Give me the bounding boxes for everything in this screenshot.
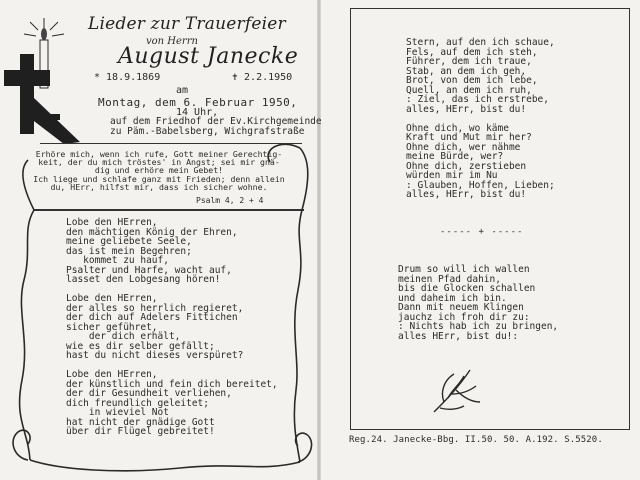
quote-line: Ich liege und schlafe ganz mit Frieden; denn allein bbox=[33, 173, 285, 184]
hymn-line: bis die Glocken schallen bbox=[398, 283, 536, 294]
hymn-line: der künstlich und fein dich bereitet, bbox=[66, 378, 278, 390]
hymn-line: Lobe den HErren, bbox=[66, 217, 158, 228]
hymn-line: meine Bürde, wer? bbox=[406, 151, 504, 162]
palm-branch-icon bbox=[430, 362, 486, 418]
hymn-line: der dir Gesundheit verliehen, bbox=[66, 388, 232, 399]
hymn-line: Dann mit neuem Klingen bbox=[398, 302, 524, 313]
hymn-line: Brot, von dem ich lebe, bbox=[406, 75, 538, 86]
hymn-stanza-3 bbox=[398, 265, 558, 341]
hymn-line: Führer, dem ich traue, bbox=[406, 56, 532, 67]
am-label: am bbox=[176, 85, 189, 96]
quote-line: Erhöre mich, wenn ich rufe, Gott meiner Gerechtig- bbox=[35, 149, 283, 159]
hymn-line: Drum so will ich wallen bbox=[398, 264, 530, 275]
hymn-line: den mächtigen König der Ehren, bbox=[66, 226, 238, 238]
psalm-reference: Psalm 4, 2 + 4 bbox=[196, 196, 264, 205]
quote-line: dig und erhöre mein Gebet! bbox=[94, 165, 224, 176]
hymn-line: Ohne dich, wer nähme bbox=[406, 141, 521, 153]
hymn-line: und daheim ich bin. bbox=[398, 292, 507, 304]
hymn-line: der dich auf Adelers Fittichen bbox=[66, 312, 238, 323]
hymn-line: Kraft und Mut mir her? bbox=[406, 132, 532, 143]
hymn-line: Stern, auf den ich schaue, bbox=[406, 37, 555, 48]
place-line: zu Päm.-Babelsberg, Wichgrafstraße bbox=[110, 125, 305, 137]
deceased-name: August Janecke bbox=[118, 44, 299, 69]
hymn-line: hast du nicht dieses verspüret? bbox=[66, 350, 244, 361]
quote-line: du, HErr, hilfst mir, dass ich sicher wohne. bbox=[50, 181, 268, 192]
hymn-line: über dir Flügel gebreitet! bbox=[66, 426, 215, 437]
hymn-line: in wieviel Not bbox=[66, 407, 169, 418]
quote-line: keit, der du mich tröstes' in Angst; sei mir gnä- bbox=[38, 157, 280, 168]
hymn-line: Lobe den HErren, bbox=[66, 293, 158, 304]
hymn-line: : Ziel, das ich erstrebe, bbox=[406, 94, 549, 105]
hymn-line: meinen Pfad dahin, bbox=[398, 273, 501, 285]
document-title: Lieder zur Trauerfeier bbox=[88, 14, 286, 34]
hymn-line: Ohne dich, zerstieben bbox=[406, 160, 527, 172]
stanza-divider: ----- + ----- bbox=[440, 227, 524, 237]
hymn-line: : Nichts hab ich zu bringen, bbox=[398, 321, 559, 332]
hymn-line: Lobe den HErren, bbox=[66, 369, 158, 380]
hymn-line: : Glauben, Hoffen, Lieben; bbox=[406, 179, 555, 191]
birth-date: * 18.9.1869 bbox=[94, 72, 161, 83]
hymn-line: lasset den Lobgesang hören! bbox=[66, 274, 221, 285]
hymn-line: alles HErr, bist du!: bbox=[398, 330, 519, 342]
hymn-line: der alles so herrlich regieret, bbox=[66, 302, 244, 314]
hymn-line: hat nicht der gnädige Gott bbox=[66, 416, 215, 428]
cross-candle-icon bbox=[0, 18, 90, 148]
hymn-line: meine geliebete Seele, bbox=[66, 236, 192, 247]
hymn-line: das ist mein Begehren; bbox=[66, 245, 192, 257]
place-line: auf dem Friedhof der Ev.Kirchgemeinde bbox=[110, 116, 322, 127]
hymn-line: alles, HErr, bist du! bbox=[406, 189, 527, 200]
hymn-line: Ohne dich, wo käme bbox=[406, 122, 509, 134]
hymn-stanzas-1-2 bbox=[406, 38, 555, 200]
von-label: von Herrn bbox=[146, 36, 198, 47]
service-place bbox=[110, 117, 322, 136]
hymn-line: kommet zu hauf, bbox=[66, 255, 169, 266]
hymn-line: würden mir im Nu bbox=[406, 170, 498, 181]
hymn-line: alles, HErr, bist du! bbox=[406, 103, 527, 115]
hymn-line: Stab, an dem ich geh, bbox=[406, 65, 527, 77]
hymn-line: sicher geführet, bbox=[66, 321, 158, 333]
hymn-line: Fels, auf dem ich steh, bbox=[406, 46, 538, 58]
hymn-line: Quell, an dem ich ruh, bbox=[406, 84, 532, 96]
service-time: 14 Uhr, bbox=[176, 107, 219, 118]
hymn-line: der dich erhält, bbox=[66, 331, 181, 342]
hymn-line: Psalter und Harfe, wacht auf, bbox=[66, 264, 232, 276]
death-date: ✝ 2.2.1950 bbox=[232, 72, 293, 83]
hymn-line: wie es dir selber gefällt; bbox=[66, 340, 215, 352]
hymn-line: jauchz ich froh dir zu: bbox=[398, 311, 530, 323]
hymn-line: dich freundlich geleitet; bbox=[66, 397, 209, 409]
hymn-lobe-den-herren bbox=[66, 218, 278, 437]
print-footer: Reg.24. Janecke-Bbg. II.50. 50. A.192. S.5520. bbox=[349, 435, 603, 445]
service-day: Montag, dem 6. Februar 1950, bbox=[98, 96, 298, 109]
